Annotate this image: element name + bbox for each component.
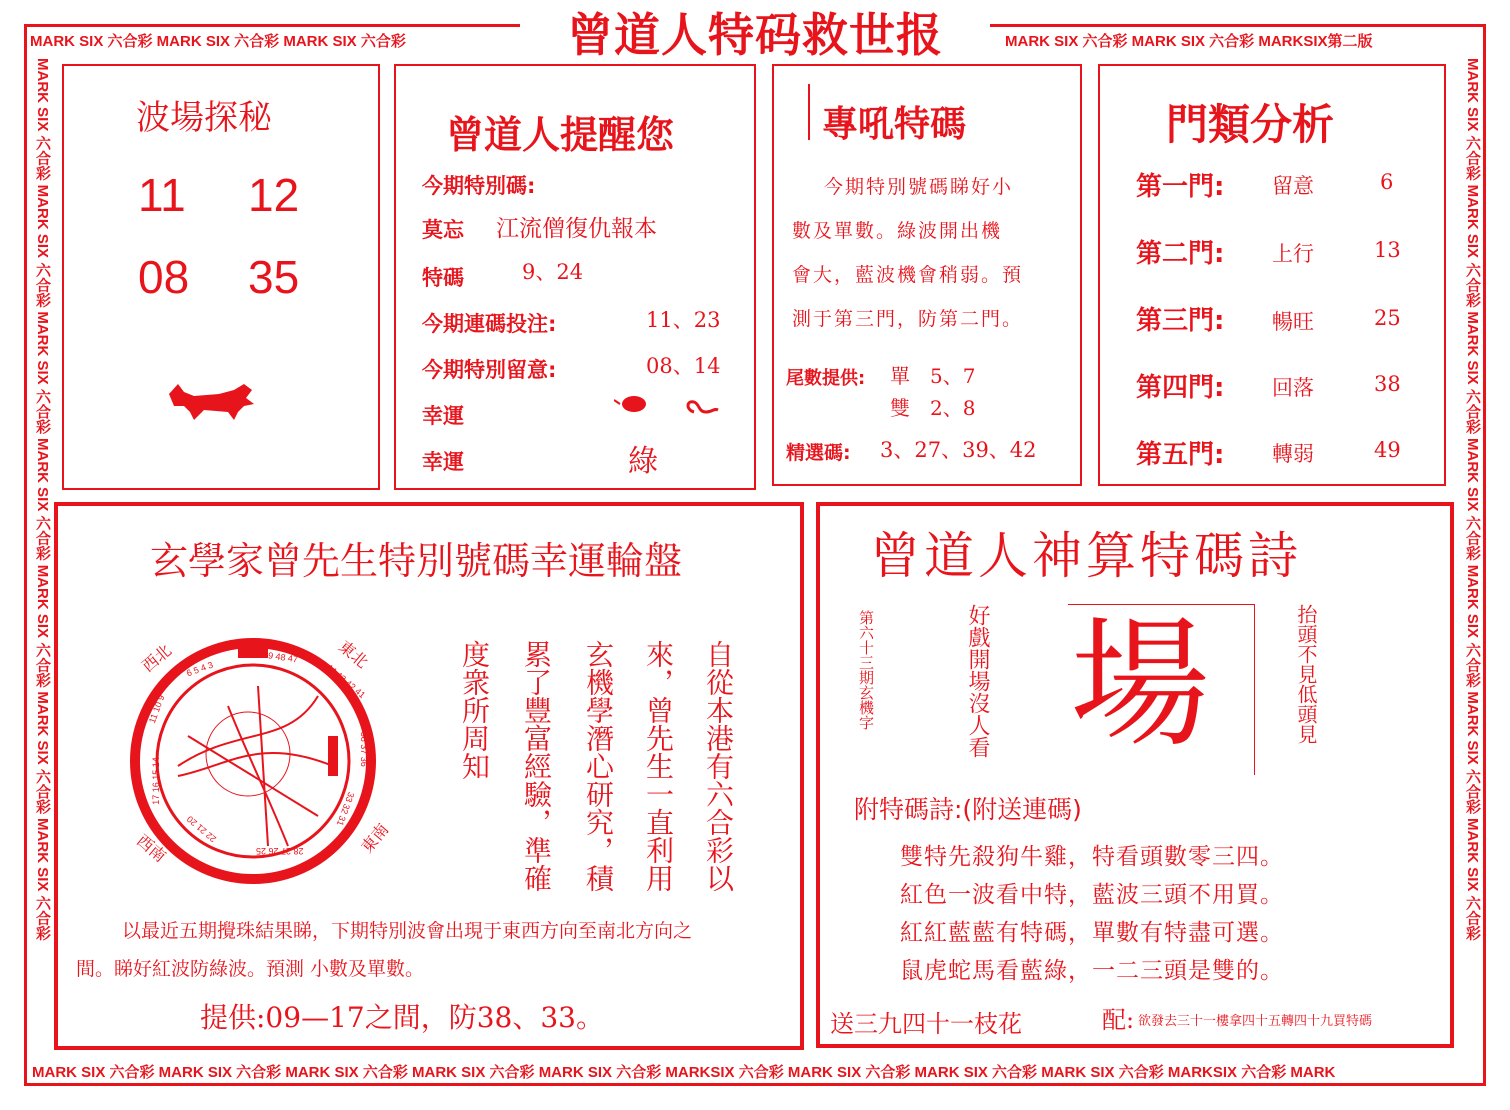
door-label: 第四門: bbox=[1136, 373, 1225, 403]
door-word: 上行 bbox=[1272, 242, 1314, 266]
box-special-code bbox=[772, 64, 1082, 486]
wheel-label: 17 16 15 14 bbox=[150, 757, 161, 805]
box3-para-line: 數及單數。綠波開出機 bbox=[792, 220, 1003, 242]
box2-label: 幸運 bbox=[422, 450, 464, 474]
door-word: 回落 bbox=[1272, 376, 1314, 400]
box1-number: 11 bbox=[138, 169, 186, 221]
box3-title: 專吼特碼 bbox=[822, 104, 967, 145]
compass-northeast: 東北 bbox=[334, 636, 372, 672]
wheel-label: 49 48 47 bbox=[262, 649, 299, 665]
box3-para-line: 測于第三門，防第二門。 bbox=[792, 308, 1024, 330]
rat-snake-icon bbox=[614, 390, 734, 422]
box2-value: 08、14 bbox=[646, 354, 721, 378]
dog-illustration bbox=[164, 376, 264, 426]
box6-poem-line: 鼠虎蛇馬看藍綠，一二三頭是雙的。 bbox=[900, 958, 1284, 984]
box2-label: 莫忘 bbox=[422, 218, 464, 242]
box3-pick-value: 3、27、39、42 bbox=[880, 438, 1037, 462]
box2-value: 江流僧復仇報本 bbox=[496, 216, 657, 242]
box3-pick-label: 精選碼: bbox=[786, 442, 851, 464]
box6-pei-label: 配: bbox=[1102, 1006, 1135, 1034]
door-word: 暢旺 bbox=[1272, 310, 1314, 334]
wheel-label: 28 27 26 25 bbox=[256, 846, 304, 856]
bottom-border: MARK SIX 六合彩 MARK SIX 六合彩 MARK SIX 六合彩 MARK SIX 六合彩 MARK SIX 六合彩 MARKSIX 六合彩 MARK SIX 六合彩 MARK SIX 六合彩 MARK SIX 六合彩 MARKSIX 六合彩 MARK bbox=[32, 1064, 1336, 1081]
box6-send: 送三九四十一枝花 bbox=[830, 1010, 1022, 1038]
compass-southeast: 東南 bbox=[357, 819, 393, 857]
box6-poem-line: 紅紅藍藍有特碼，單數有特盡可選。 bbox=[900, 920, 1284, 946]
box3-tail-label: 尾數提供: bbox=[786, 368, 866, 389]
door-number: 25 bbox=[1374, 306, 1401, 330]
wheel-label: 22 21 20 bbox=[184, 813, 219, 845]
box5-text-line1: 以最近五期攪珠結果睇，下期特別波會出現于東西方向至南北方向之 bbox=[122, 920, 693, 942]
box2-label: 今期特別留意: bbox=[422, 358, 557, 382]
right-border: MARK SIX 六合彩 MARK SIX 六合彩 MARK SIX 六合彩 MARK SIX 六合彩 MARK SIX 六合彩 MARK SIX 六合彩 MARK SIX 六合彩 bbox=[1464, 58, 1481, 941]
box5-column: 玄機學潛心研究，積 bbox=[582, 640, 615, 892]
door-number: 49 bbox=[1374, 438, 1401, 462]
box2-label: 特碼 bbox=[422, 266, 464, 290]
box2-label: 今期連碼投注: bbox=[422, 312, 557, 336]
box1-number: 08 bbox=[138, 251, 190, 303]
door-word: 留意 bbox=[1272, 174, 1314, 198]
box6-right-column: 抬頭不見低頭見 bbox=[1294, 604, 1318, 744]
box3-tail-single: 單 5、7 bbox=[890, 364, 976, 388]
wheel-label: 44 43 42 41 bbox=[324, 661, 368, 701]
box2-value: 綠 bbox=[628, 444, 658, 479]
door-word: 轉弱 bbox=[1272, 442, 1314, 466]
box6-left-column: 第六十三期玄機字 bbox=[857, 610, 875, 730]
box3-para-line: 會大，藍波機會稍弱。預 bbox=[792, 264, 1024, 286]
box6-title: 曾道人神算特碼詩 bbox=[870, 527, 1302, 585]
box2-label: 幸運 bbox=[422, 404, 464, 428]
box5-column: 度衆所周知 bbox=[458, 640, 491, 780]
box-poem bbox=[816, 502, 1454, 1048]
wheel-label: 39 38 37 36 bbox=[358, 719, 369, 767]
box3-tail-double: 雙 2、8 bbox=[890, 396, 976, 420]
door-number: 38 bbox=[1374, 372, 1401, 396]
wheel-label: 33 32 31 bbox=[334, 790, 357, 828]
top-border-left: MARK SIX 六合彩 MARK SIX 六合彩 MARK SIX 六合彩 bbox=[30, 33, 406, 50]
door-number: 13 bbox=[1374, 238, 1401, 262]
wheel-label: 6 5 4 3 bbox=[185, 659, 215, 679]
box5-column: 來，曾先生一直利用 bbox=[642, 640, 675, 892]
door-label: 第三門: bbox=[1136, 306, 1225, 336]
box-reminder bbox=[394, 64, 756, 490]
door-label: 第二門: bbox=[1136, 239, 1225, 269]
page-title: 曾道人特码救世报 bbox=[520, 2, 990, 68]
box2-line1: 今期特別碼: bbox=[422, 174, 536, 198]
box3-para-line: 今期特別號碼睇好小 bbox=[824, 176, 1014, 198]
box1-number: 35 bbox=[248, 251, 300, 303]
box-wave-secret bbox=[62, 64, 380, 490]
wheel-label: 11 10 9 bbox=[146, 693, 167, 725]
box3-title-underline bbox=[808, 84, 810, 140]
box5-title: 玄學家曾先生特別號碼幸運輪盤 bbox=[150, 539, 683, 583]
door-label: 第一門: bbox=[1136, 172, 1225, 202]
box5-column: 自從本港有六合彩以 bbox=[702, 640, 735, 892]
left-border: MARK SIX 六合彩 MARK SIX 六合彩 MARK SIX 六合彩 MARK SIX 六合彩 MARK SIX 六合彩 MARK SIX 六合彩 MARK SIX 六合彩 bbox=[34, 58, 51, 941]
box2-title: 曾道人提醒您 bbox=[446, 113, 675, 157]
box6-poem-column: 好戲開場沒人看 bbox=[965, 604, 990, 758]
box1-title: 波場探秘 bbox=[136, 98, 272, 138]
box2-value: 9、24 bbox=[522, 260, 584, 284]
box6-poem-line: 雙特先殺狗牛雞，特看頭數零三四。 bbox=[900, 844, 1284, 870]
door-label: 第五門: bbox=[1136, 440, 1225, 470]
box1-number: 12 bbox=[248, 169, 300, 221]
box5-provide: 提供:09—17之間，防38、33。 bbox=[200, 1001, 604, 1034]
box5-text-line2: 間。睇好紅波防綠波。預測 小數及單數。 bbox=[76, 958, 425, 980]
compass-northwest: 西北 bbox=[138, 640, 176, 676]
box-door-analysis bbox=[1098, 64, 1446, 486]
box2-value: 11、23 bbox=[646, 308, 721, 332]
top-border-right: MARK SIX 六合彩 MARK SIX 六合彩 MARKSIX第二版 bbox=[1005, 33, 1373, 50]
door-number: 6 bbox=[1380, 170, 1394, 194]
box6-poem-line: 紅色一波看中特，藍波三頭不用買。 bbox=[900, 882, 1284, 908]
box6-sub: 附特碼詩:(附送連碼) bbox=[854, 795, 1082, 824]
compass-southwest: 西南 bbox=[132, 830, 170, 866]
box6-pei-text: 欲發去三十一樓拿四十五轉四十九買特碼 bbox=[1138, 1014, 1373, 1029]
box6-big-char: 場 bbox=[1070, 604, 1211, 767]
box5-column: 累了豐富經驗，準確 bbox=[520, 640, 553, 892]
box4-title: 門類分析 bbox=[1166, 100, 1335, 149]
box-lucky-wheel bbox=[54, 502, 804, 1050]
